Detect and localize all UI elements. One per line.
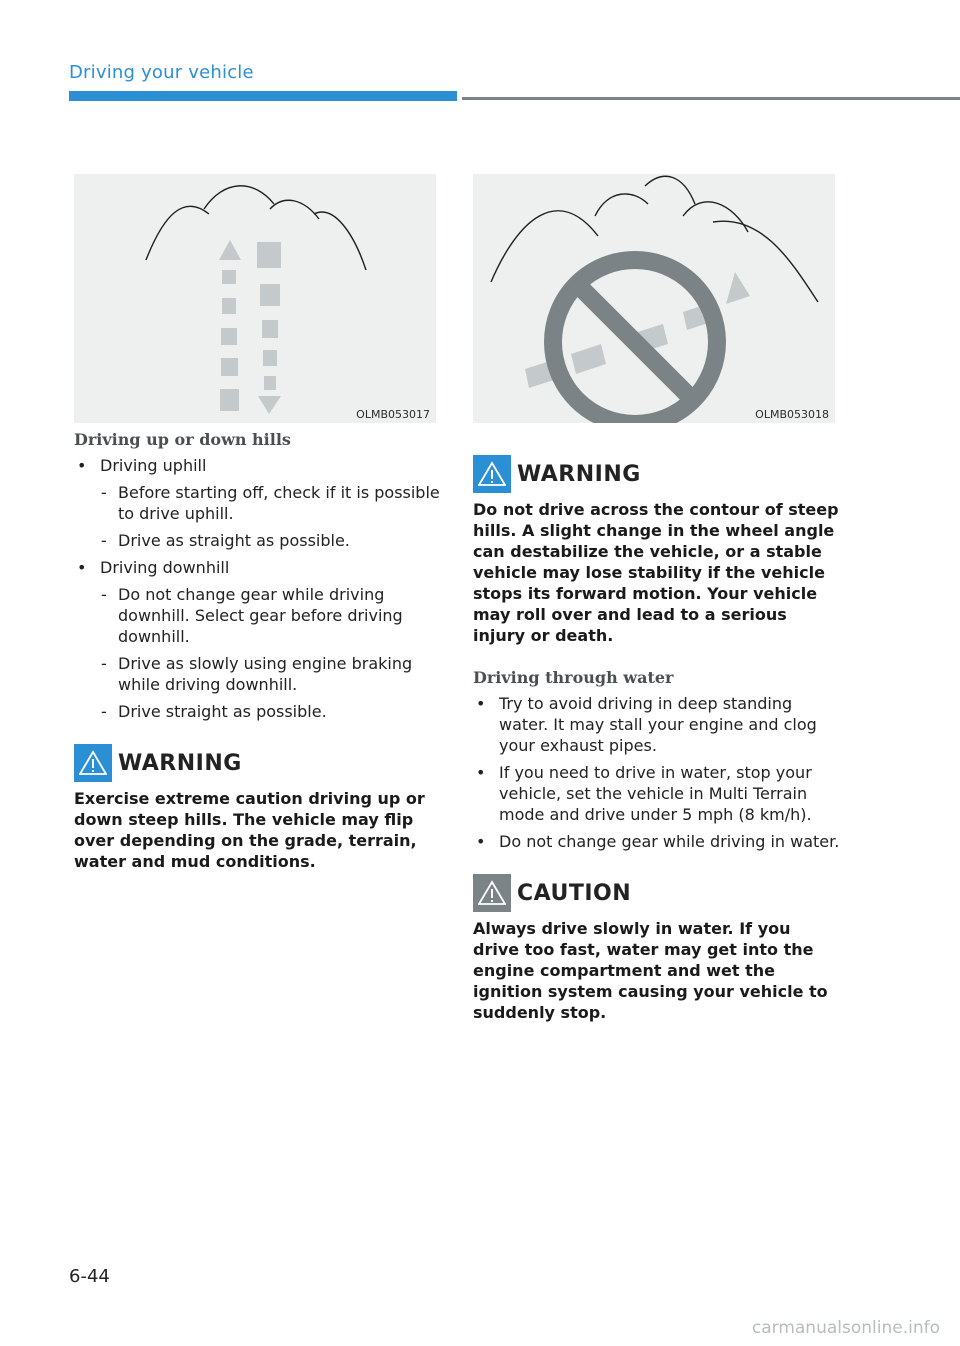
list-item [74, 455, 444, 551]
caution-title: CAUTION [517, 880, 632, 906]
caution-icon [473, 874, 511, 912]
prohibited-sign [553, 260, 717, 423]
figure-uphill-downhill [74, 174, 436, 423]
caution-header [473, 874, 841, 912]
list-item: • Do not change gear while driving in water. [473, 831, 841, 852]
left-column [74, 430, 444, 872]
list-item: - Drive as straight as possible. [99, 530, 444, 551]
sub-list [100, 584, 444, 722]
section-heading-water: Driving through water [473, 668, 674, 687]
right-column [473, 455, 841, 1023]
warning-title: WARNING [517, 461, 641, 487]
prohibited-diagonal-illustration [473, 174, 835, 423]
hills-arrows-illustration [74, 174, 436, 423]
header-bar-blue [69, 91, 457, 101]
warning-icon [74, 744, 112, 782]
figure-across-contour [473, 174, 835, 423]
warning-body: Exercise extreme caution driving up or down steep hills. The vehicle may flip over depending on the grade, terrain, water and mud conditions. [74, 789, 425, 871]
warning-box-contour [473, 455, 841, 646]
bullet-text: Driving uphill [100, 456, 207, 475]
water-bullet-list [473, 693, 841, 852]
warning-header [74, 744, 444, 782]
bullet-text: Driving downhill [100, 558, 230, 577]
section-heading-hills: Driving up or down hills [74, 430, 291, 449]
figure-code: OLMB053018 [755, 408, 829, 421]
warning-title: WARNING [118, 750, 242, 776]
list-item: - Before starting off, check if it is possible to drive uphill. [99, 482, 444, 524]
list-item: • Try to avoid driving in deep standing water. It may stall your engine and clog your exhaust pipes. [473, 693, 841, 756]
header-title: Driving your vehicle [69, 62, 254, 83]
caution-body: Always drive slowly in water. If you drive too fast, water may get into the engine compartment and wet the ignition system causing your vehicle to suddenly stop. [473, 919, 828, 1022]
figure-code: OLMB053017 [356, 408, 430, 421]
list-item: - Drive as slowly using engine braking while driving downhill. [99, 653, 444, 695]
warning-icon [473, 455, 511, 493]
caution-box-water [473, 874, 841, 1023]
warning-body: Do not drive across the contour of steep hills. A slight change in the wheel angle can destabilize the vehicle, or a stable vehicle may lose stability if the vehicle stops its forward motion. Your vehicle may roll over and lead to a serious injury or death. [473, 500, 839, 645]
sub-list [100, 482, 444, 551]
page-number: 6-44 [69, 1266, 110, 1287]
list-item: - Do not change gear while driving downhill. Select gear before driving downhill. [99, 584, 444, 647]
warning-box-hills [74, 744, 444, 872]
hills-bullet-list [74, 455, 444, 722]
watermark: carmanualsonline.info [751, 1318, 940, 1338]
header-bar-grey [462, 97, 960, 100]
list-item [74, 557, 444, 722]
list-item: • If you need to drive in water, stop your vehicle, set the vehicle in Multi Terrain mode and drive under 5 mph (8 km/h). [473, 762, 841, 825]
warning-header [473, 455, 841, 493]
list-item: - Drive straight as possible. [99, 701, 444, 722]
